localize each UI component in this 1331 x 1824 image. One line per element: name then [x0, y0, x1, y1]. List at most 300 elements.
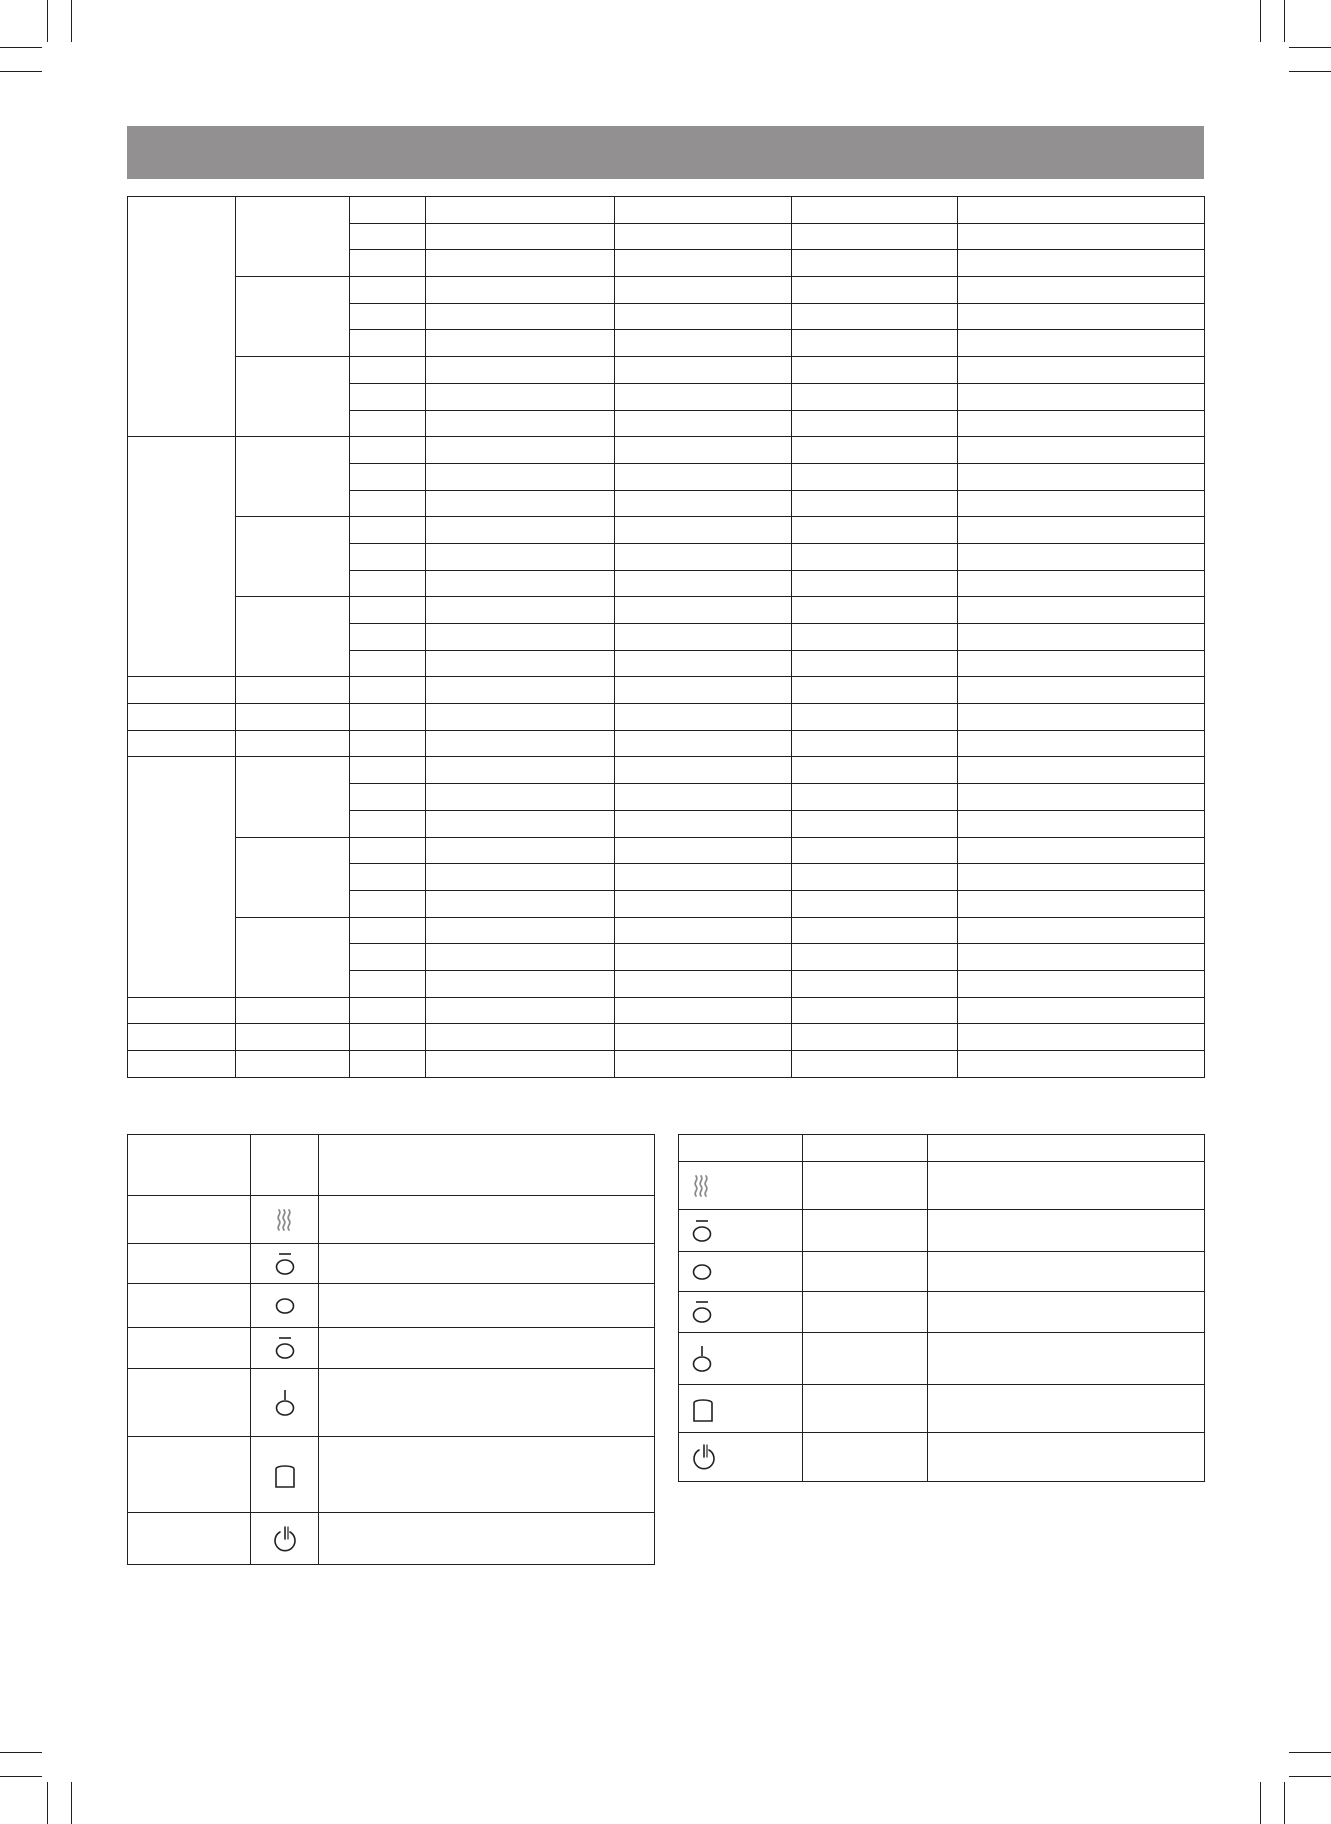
value-cell	[615, 730, 792, 757]
pot-with-lid-icon	[690, 1298, 802, 1326]
mode-label-cell	[803, 1292, 928, 1333]
value-cell	[958, 704, 1205, 731]
value-cell	[615, 890, 792, 917]
description-cell	[928, 1162, 1205, 1210]
description-cell	[928, 1333, 1205, 1385]
mode-cell	[236, 1051, 350, 1078]
level-cell	[350, 1024, 426, 1051]
bread-slice-icon	[251, 1461, 318, 1489]
icon-cell	[251, 1328, 319, 1369]
value-cell	[958, 223, 1205, 250]
value-cell	[615, 223, 792, 250]
steam-waves-icon	[690, 1173, 802, 1199]
table-row	[128, 1369, 655, 1437]
value-cell	[426, 1051, 615, 1078]
table-row	[128, 1051, 1205, 1078]
mode-cell	[236, 277, 350, 357]
value-cell	[958, 650, 1205, 677]
mode-cell	[236, 757, 350, 837]
icon-cell	[251, 1284, 319, 1328]
value-cell	[958, 303, 1205, 330]
pot-icon	[690, 1259, 802, 1285]
table-row	[128, 677, 1205, 704]
mode-label-cell	[803, 1433, 928, 1482]
mode-cell	[236, 730, 350, 757]
value-cell	[615, 837, 792, 864]
value-cell	[615, 864, 792, 891]
description-cell	[928, 1385, 1205, 1433]
value-cell	[792, 197, 958, 224]
value-cell	[958, 757, 1205, 784]
mode-cell	[236, 517, 350, 597]
value-cell	[426, 677, 615, 704]
level-cell	[350, 223, 426, 250]
value-cell	[426, 810, 615, 837]
crop-mark	[1260, 0, 1261, 42]
value-cell	[426, 944, 615, 971]
value-cell	[426, 463, 615, 490]
level-cell	[350, 944, 426, 971]
value-cell	[792, 864, 958, 891]
value-cell	[792, 997, 958, 1024]
value-cell	[792, 757, 958, 784]
value-cell	[615, 197, 792, 224]
table-row	[128, 1024, 1205, 1051]
description-cell	[319, 1284, 655, 1328]
value-cell	[792, 1051, 958, 1078]
mode-cell	[236, 197, 350, 277]
mode-label-cell	[803, 1210, 928, 1252]
level-cell	[350, 437, 426, 464]
value-cell	[958, 463, 1205, 490]
value-cell	[958, 490, 1205, 517]
crop-mark	[1289, 1776, 1331, 1777]
value-cell	[426, 970, 615, 997]
value-cell	[792, 223, 958, 250]
value-cell	[426, 543, 615, 570]
value-cell	[615, 704, 792, 731]
crop-mark	[0, 71, 42, 72]
value-cell	[958, 383, 1205, 410]
value-cell	[615, 970, 792, 997]
value-cell	[615, 330, 792, 357]
value-cell	[792, 784, 958, 811]
value-cell	[792, 303, 958, 330]
value-cell	[615, 784, 792, 811]
value-cell	[958, 864, 1205, 891]
table-row	[128, 1328, 655, 1369]
table-row	[679, 1252, 1205, 1292]
value-cell	[958, 250, 1205, 277]
value-cell	[615, 997, 792, 1024]
crop-mark	[0, 47, 42, 48]
level-cell	[350, 624, 426, 651]
level-cell	[350, 704, 426, 731]
value-cell	[792, 357, 958, 384]
description-cell	[319, 1196, 655, 1244]
header-cell	[128, 1135, 251, 1196]
value-cell	[958, 357, 1205, 384]
level-cell	[350, 650, 426, 677]
value-cell	[426, 437, 615, 464]
value-cell	[958, 917, 1205, 944]
level-cell	[350, 810, 426, 837]
value-cell	[615, 463, 792, 490]
value-cell	[426, 357, 615, 384]
value-cell	[792, 970, 958, 997]
value-cell	[615, 303, 792, 330]
value-cell	[958, 944, 1205, 971]
value-cell	[615, 650, 792, 677]
level-cell	[350, 303, 426, 330]
table-row	[128, 730, 1205, 757]
value-cell	[958, 570, 1205, 597]
table-row	[128, 1244, 655, 1284]
value-cell	[792, 383, 958, 410]
mode-cell	[236, 357, 350, 437]
value-cell	[958, 837, 1205, 864]
value-cell	[792, 1024, 958, 1051]
table-row	[128, 437, 1205, 464]
level-cell	[350, 677, 426, 704]
pot-icon	[251, 1293, 318, 1319]
steam-waves-icon	[251, 1207, 318, 1233]
value-cell	[792, 277, 958, 304]
icon-cell	[251, 1437, 319, 1513]
level-cell	[350, 517, 426, 544]
value-cell	[426, 997, 615, 1024]
value-cell	[615, 250, 792, 277]
value-cell	[792, 944, 958, 971]
mode-label-cell	[803, 1162, 928, 1210]
value-cell	[792, 330, 958, 357]
mode-label-cell	[803, 1252, 928, 1292]
value-cell	[958, 437, 1205, 464]
value-cell	[792, 437, 958, 464]
mode-cell	[236, 837, 350, 917]
value-cell	[426, 517, 615, 544]
table-row	[128, 197, 1205, 224]
value-cell	[792, 410, 958, 437]
value-cell	[958, 730, 1205, 757]
level-cell	[350, 837, 426, 864]
value-cell	[426, 303, 615, 330]
table-row	[679, 1333, 1205, 1385]
indicator-table-left	[127, 1134, 655, 1565]
table-row	[679, 1385, 1205, 1433]
level-cell	[350, 730, 426, 757]
value-cell	[792, 890, 958, 917]
table-row	[679, 1210, 1205, 1252]
description-cell	[319, 1369, 655, 1437]
value-cell	[958, 277, 1205, 304]
table-row	[128, 597, 1205, 624]
value-cell	[958, 970, 1205, 997]
header-cell	[319, 1135, 655, 1196]
mode-label-cell	[128, 1244, 251, 1284]
value-cell	[615, 410, 792, 437]
value-cell	[792, 463, 958, 490]
value-cell	[792, 837, 958, 864]
level-cell	[350, 357, 426, 384]
header-cell	[928, 1135, 1205, 1162]
value-cell	[958, 517, 1205, 544]
crop-mark	[71, 1782, 72, 1824]
value-cell	[615, 810, 792, 837]
table-header-row	[679, 1135, 1205, 1162]
level-cell	[350, 997, 426, 1024]
value-cell	[615, 917, 792, 944]
crop-mark	[47, 0, 48, 42]
mode-cell	[236, 704, 350, 731]
program-cell	[128, 197, 236, 437]
program-cell	[128, 730, 236, 757]
icon-cell	[251, 1513, 319, 1565]
indicator-table-right	[678, 1134, 1205, 1482]
header-bar	[127, 126, 1204, 179]
value-cell	[426, 277, 615, 304]
level-cell	[350, 597, 426, 624]
program-table	[127, 196, 1205, 1078]
table-row	[128, 277, 1205, 304]
pot-with-lid-icon	[251, 1334, 318, 1362]
icon-cell	[679, 1385, 803, 1433]
value-cell	[615, 597, 792, 624]
header-cell	[803, 1135, 928, 1162]
table-header-row	[128, 1135, 655, 1196]
mode-label-cell	[128, 1513, 251, 1565]
table-row	[128, 1437, 655, 1513]
value-cell	[615, 277, 792, 304]
crop-mark	[1284, 1782, 1285, 1824]
icon-cell	[679, 1210, 803, 1252]
level-cell	[350, 784, 426, 811]
value-cell	[958, 997, 1205, 1024]
mode-cell	[236, 1024, 350, 1051]
value-cell	[958, 677, 1205, 704]
level-cell	[350, 917, 426, 944]
value-cell	[426, 1024, 615, 1051]
header-cell	[679, 1135, 803, 1162]
value-cell	[426, 837, 615, 864]
icon-cell	[251, 1244, 319, 1284]
pot-with-lid-icon	[251, 1250, 318, 1278]
level-cell	[350, 890, 426, 917]
value-cell	[792, 490, 958, 517]
level-cell	[350, 570, 426, 597]
value-cell	[426, 917, 615, 944]
table-row	[128, 837, 1205, 864]
value-cell	[615, 1051, 792, 1078]
value-cell	[958, 410, 1205, 437]
value-cell	[426, 223, 615, 250]
pot-with-lid-icon	[690, 1217, 802, 1245]
icon-cell	[679, 1162, 803, 1210]
program-cell	[128, 677, 236, 704]
mode-label-cell	[128, 1196, 251, 1244]
value-cell	[426, 490, 615, 517]
level-cell	[350, 543, 426, 570]
description-cell	[319, 1328, 655, 1369]
mode-cell	[236, 437, 350, 517]
crop-mark	[71, 0, 72, 42]
crop-mark	[1289, 47, 1331, 48]
value-cell	[792, 597, 958, 624]
table-row	[128, 1513, 655, 1565]
level-cell	[350, 463, 426, 490]
table-row	[679, 1433, 1205, 1482]
value-cell	[426, 784, 615, 811]
level-cell	[350, 250, 426, 277]
header-cell	[251, 1135, 319, 1196]
value-cell	[426, 570, 615, 597]
value-cell	[958, 197, 1205, 224]
table-row	[128, 357, 1205, 384]
value-cell	[958, 624, 1205, 651]
value-cell	[615, 490, 792, 517]
value-cell	[792, 810, 958, 837]
value-cell	[615, 517, 792, 544]
icon-cell	[679, 1292, 803, 1333]
value-cell	[792, 704, 958, 731]
mode-cell	[236, 677, 350, 704]
icon-cell	[251, 1196, 319, 1244]
value-cell	[958, 890, 1205, 917]
value-cell	[615, 383, 792, 410]
value-cell	[958, 1024, 1205, 1051]
description-cell	[928, 1252, 1205, 1292]
description-cell	[928, 1433, 1205, 1482]
table-row	[128, 917, 1205, 944]
table-row	[128, 1196, 655, 1244]
value-cell	[792, 624, 958, 651]
value-cell	[615, 757, 792, 784]
level-cell	[350, 197, 426, 224]
value-cell	[615, 543, 792, 570]
value-cell	[792, 917, 958, 944]
crop-mark	[47, 1782, 48, 1824]
value-cell	[615, 437, 792, 464]
mode-cell	[236, 917, 350, 997]
table-row	[679, 1162, 1205, 1210]
value-cell	[615, 570, 792, 597]
table-row	[128, 997, 1205, 1024]
icon-cell	[251, 1369, 319, 1437]
value-cell	[792, 543, 958, 570]
crop-mark	[0, 1776, 42, 1777]
pot-with-thermometer-icon	[251, 1388, 318, 1418]
level-cell	[350, 330, 426, 357]
mode-cell	[236, 997, 350, 1024]
value-cell	[958, 330, 1205, 357]
value-cell	[426, 410, 615, 437]
crop-mark	[1289, 71, 1331, 72]
level-cell	[350, 277, 426, 304]
description-cell	[319, 1513, 655, 1565]
value-cell	[426, 330, 615, 357]
program-cell	[128, 1051, 236, 1078]
value-cell	[426, 197, 615, 224]
level-cell	[350, 490, 426, 517]
table-row	[128, 517, 1205, 544]
mode-label-cell	[803, 1333, 928, 1385]
value-cell	[426, 597, 615, 624]
value-cell	[426, 624, 615, 651]
table-row	[128, 757, 1205, 784]
description-cell	[928, 1210, 1205, 1252]
level-cell	[350, 970, 426, 997]
program-cell	[128, 437, 236, 677]
level-cell	[350, 383, 426, 410]
value-cell	[615, 677, 792, 704]
value-cell	[958, 784, 1205, 811]
mode-label-cell	[128, 1284, 251, 1328]
value-cell	[426, 730, 615, 757]
mode-label-cell	[128, 1369, 251, 1437]
value-cell	[426, 864, 615, 891]
program-cell	[128, 704, 236, 731]
value-cell	[426, 757, 615, 784]
description-cell	[928, 1292, 1205, 1333]
power-icon	[251, 1524, 318, 1554]
value-cell	[615, 357, 792, 384]
value-cell	[426, 704, 615, 731]
crop-mark	[1260, 1782, 1261, 1824]
level-cell	[350, 757, 426, 784]
value-cell	[958, 597, 1205, 624]
level-cell	[350, 864, 426, 891]
crop-mark	[0, 1752, 42, 1753]
value-cell	[426, 650, 615, 677]
pot-with-thermometer-icon	[690, 1344, 802, 1374]
crop-mark	[1289, 1752, 1331, 1753]
value-cell	[792, 730, 958, 757]
description-cell	[319, 1244, 655, 1284]
value-cell	[615, 624, 792, 651]
value-cell	[958, 1051, 1205, 1078]
mode-cell	[236, 597, 350, 677]
mode-label-cell	[128, 1328, 251, 1369]
value-cell	[792, 250, 958, 277]
icon-cell	[679, 1433, 803, 1482]
value-cell	[792, 677, 958, 704]
power-icon	[690, 1442, 802, 1472]
value-cell	[426, 383, 615, 410]
bread-slice-icon	[690, 1395, 802, 1423]
icon-cell	[679, 1333, 803, 1385]
icon-cell	[679, 1252, 803, 1292]
value-cell	[958, 810, 1205, 837]
description-cell	[319, 1437, 655, 1513]
program-cell	[128, 1024, 236, 1051]
value-cell	[958, 543, 1205, 570]
table-row	[679, 1292, 1205, 1333]
program-cell	[128, 997, 236, 1024]
value-cell	[426, 890, 615, 917]
level-cell	[350, 1051, 426, 1078]
value-cell	[792, 517, 958, 544]
crop-mark	[1284, 0, 1285, 42]
value-cell	[426, 250, 615, 277]
level-cell	[350, 410, 426, 437]
value-cell	[615, 944, 792, 971]
mode-label-cell	[803, 1385, 928, 1433]
table-row	[128, 704, 1205, 731]
mode-label-cell	[128, 1437, 251, 1513]
value-cell	[615, 1024, 792, 1051]
program-cell	[128, 757, 236, 997]
value-cell	[792, 650, 958, 677]
